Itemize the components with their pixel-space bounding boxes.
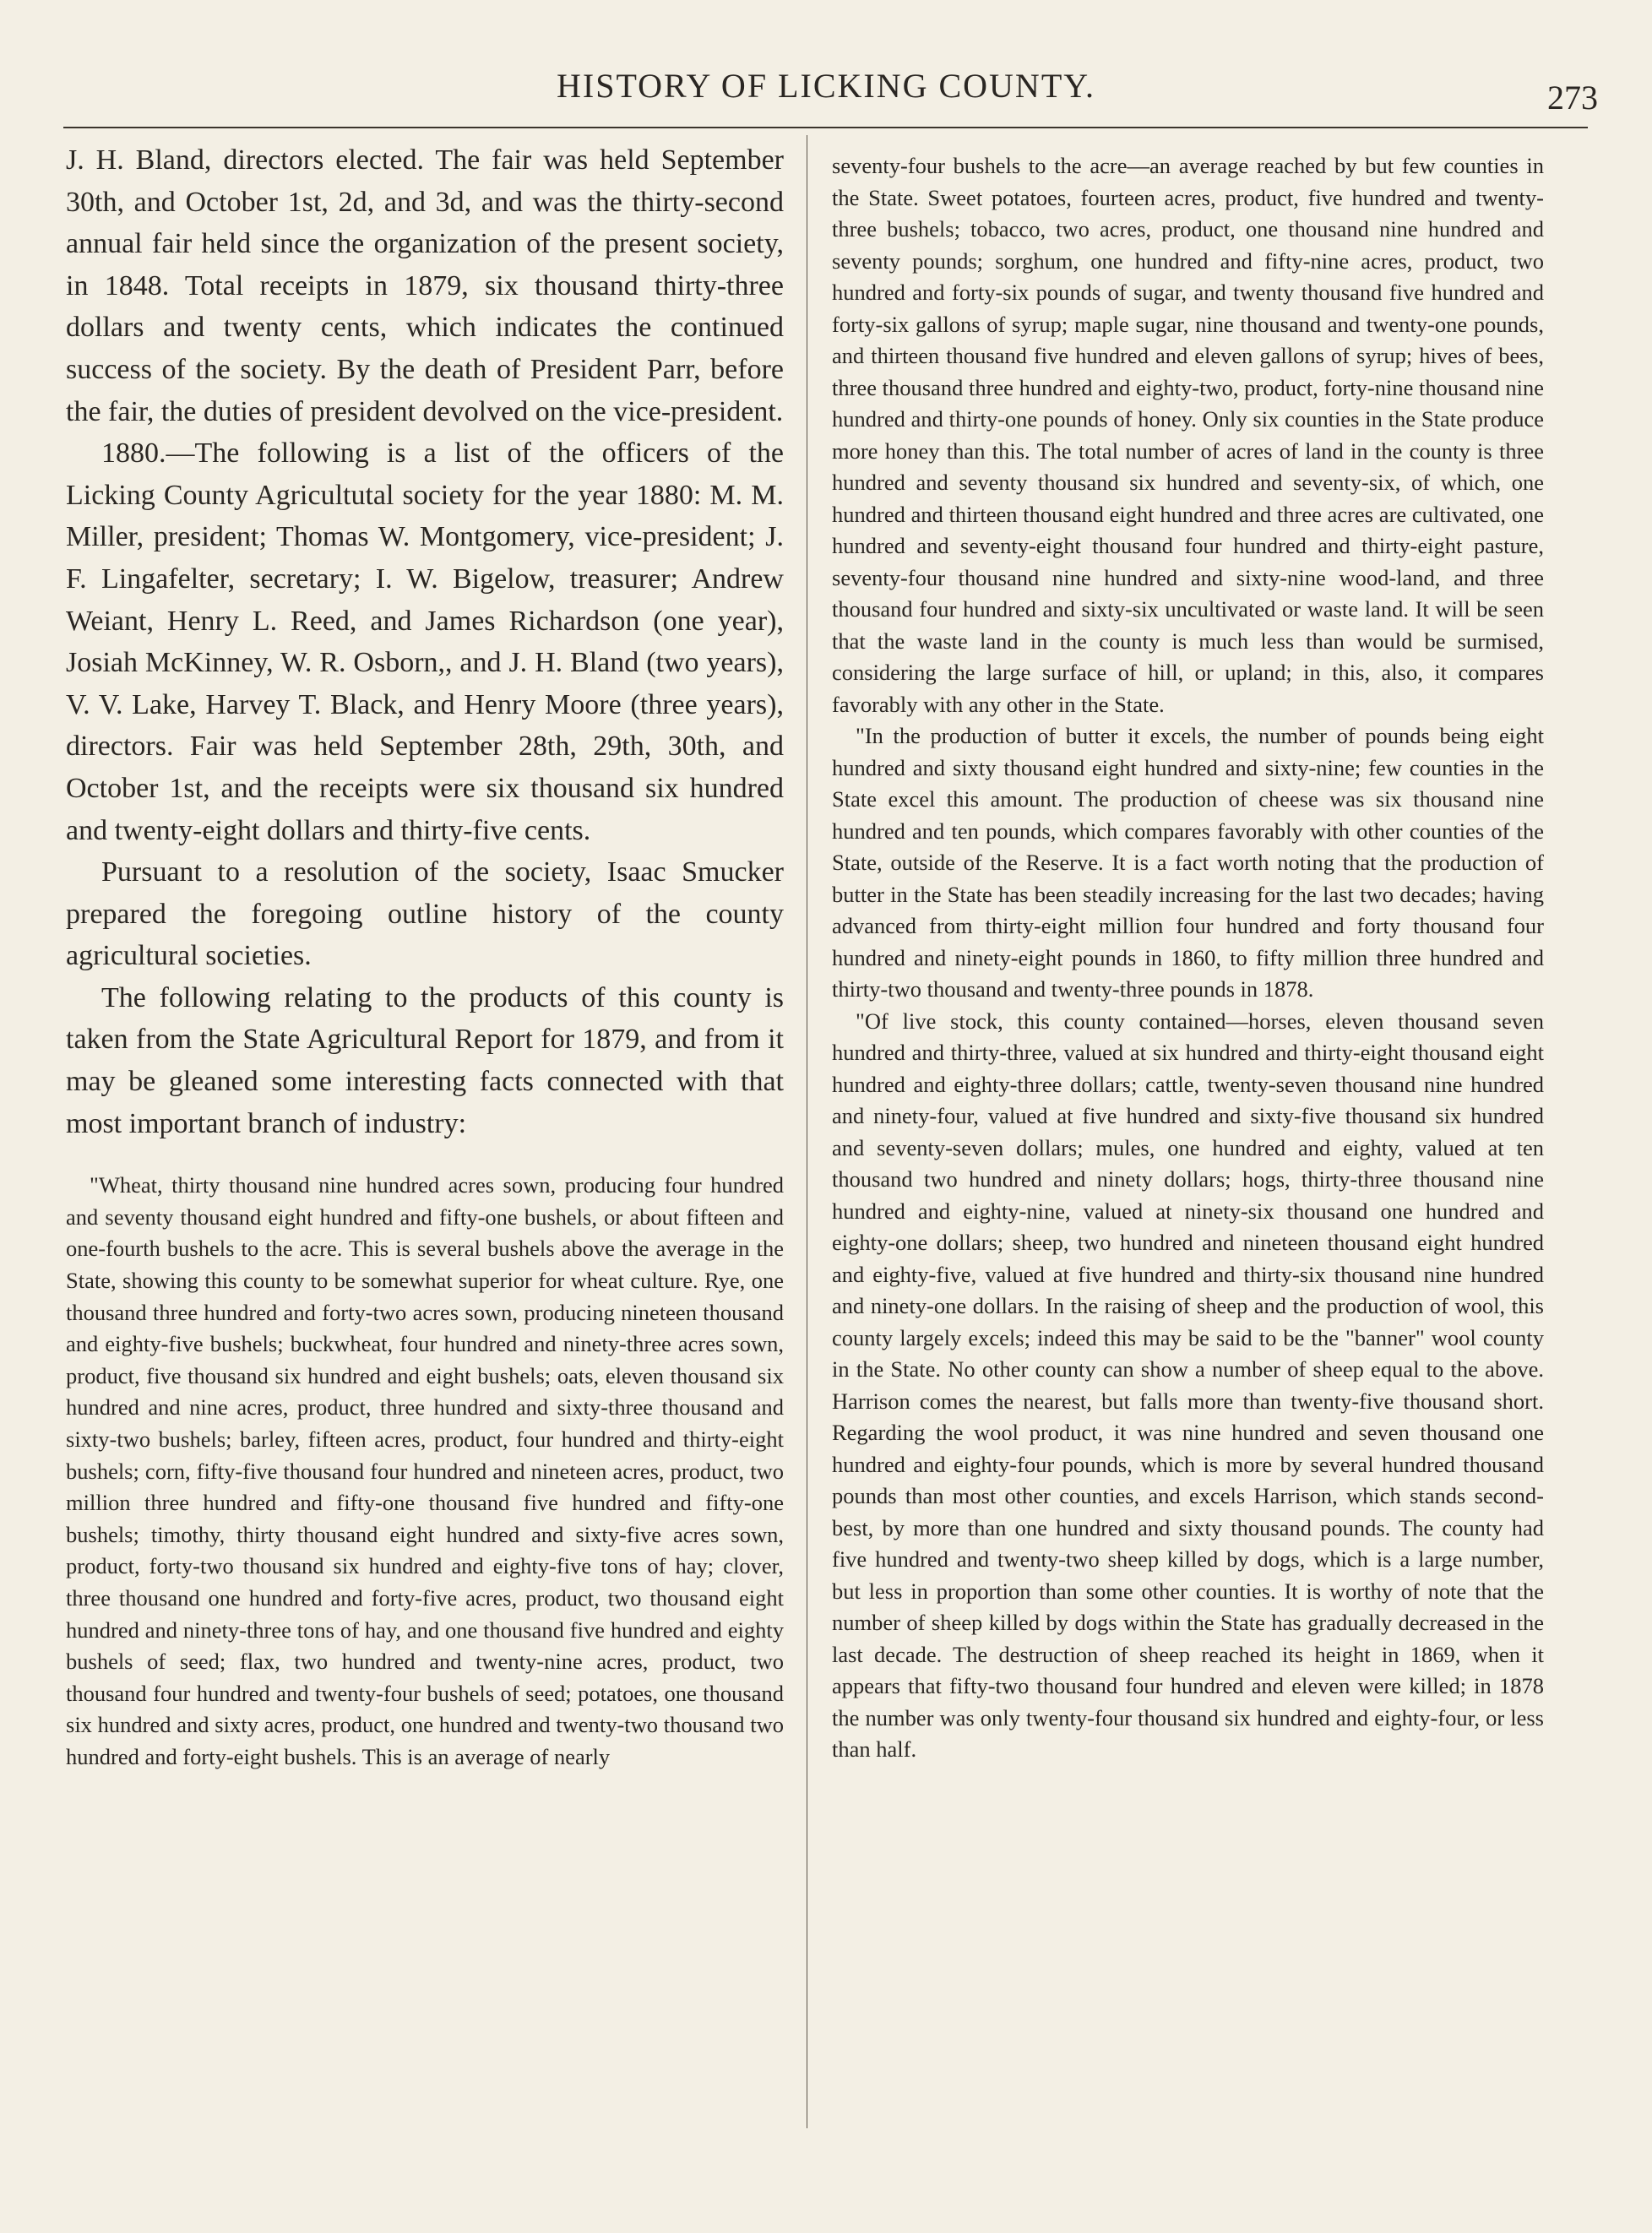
paragraph: 1880.—The following is a list of the officers of the Licking County Agricultutal society for the year 1880: M. M. Miller, president; Thomas W. Montgomery, vice-president; J. F. Lingafelter, secretary; I. W. Bigelow, treasurer; Andrew Weiant, Henry L. Reed, and James Richardson (one year), Josiah McKinney, W. R. Osborn,, and J. H. Bland (two years), V. V. Lake, Harvey T. Black, and Henry Moore (three years), directors. Fair was held September 28th, 29th, 30th, and October 1st, and the receipts were six thousand six hundred and twenty-eight dollars and thirty-five cents.	[66, 437, 784, 846]
header-rule	[63, 127, 1588, 128]
paragraph: The following relating to the products of this county is taken from the State Agricultural Report for 1879, and from it may be gleaned some interesting facts connected with that most important branch of industry:	[66, 981, 784, 1139]
page-header	[51, 66, 1601, 117]
running-title: HISTORY OF LICKING COUNTY.	[557, 67, 1095, 105]
left-column	[66, 139, 784, 1796]
paragraph: Pursuant to a resolution of the society, Isaac Smucker prepared the foregoing outline history of the county agricultural societies.	[66, 856, 784, 972]
paragraph: "In the production of butter it excels, the number of pounds being eight hundred and sixty thousand eight hundred and sixty-nine; few counties in the State excel this amount. The production of cheese was six thousand nine hundred and ten pounds, which compares favorably with other counties of the State, outside of the Reserve. It is a fact worth noting that the production of butter in the State has been steadily increasing for the last two decades; having advanced from thirty-eight million four hundred and forty thousand four hundred and ninety-eight pounds in 1860, to fifty million three hundred and thirty-two thousand and twenty-three pounds in 1878.	[832, 723, 1544, 1002]
paragraph: seventy-four bushels to the acre—an average reached by but few counties in the State. Sweet potatoes, fourteen acres, product, five hundred and twenty-three bushels; tobacco, two acres, product, one thousand nine hundred and seventy pounds; sorghum, one hundred and fifty-nine acres, product, two hundred and forty-six pounds of sugar, and twenty thousand five hundred and forty-six gallons of syrup; maple sugar, nine thousand and twenty-one pounds, and thirteen thousand five hundred and eleven gallons of syrup; hives of bees, three thousand three hundred and eighty-two, product, forty-nine thousand nine hundred and thirty-one pounds of honey. Only six counties in the State produce more honey than this. The total number of acres of land in the county is three hundred and seventy thousand six hundred and seventy-six, of which, one hundred and thirteen thousand eight hundred and three acres are cultivated, one hundred and seventy-eight thousand four hundred and thirty-eight pasture, seventy-four thousand nine hundred and sixty-nine wood-land, and three thousand four hundred and sixty-six uncultivated or waste land. It will be seen that the waste land in the county is much less than would be surmised, considering the large surface of hill, or upland; in this, also, it compares favorably with any other in the State.	[832, 153, 1544, 717]
right-column	[832, 150, 1544, 1766]
page-number: 273	[1547, 79, 1598, 117]
paragraph: J. H. Bland, directors elected. The fair was held September 30th, and October 1st, 2d, and 3d, and was the thirty-second annual fair held since the organization of the present society, in 1848. Total receipts in 1879, six thousand thirty-three dollars and twenty cents, which indicates the continued success of the society. By the death of President Parr, before the fair, the duties of president devolved on the vice-president.	[66, 144, 784, 427]
paragraph: "Of live stock, this county contained—horses, eleven thousand seven hundred and thirty-three, valued at six hundred and thirty-eight thousand eight hundred and eighty-three dollars; cattle, twenty-seven thousand nine hundred and ninety-four, valued at five hundred and sixty-five thousand six hundred and seventy-seven dollars; mules, one hundred and eighty, valued at ten thousand two hundred and ninety dollars; hogs, thirty-three thousand nine hundred and eighty-nine, valued at ninety-six thousand one hundred and eighty-one dollars; sheep, two hundred and nineteen thousand eight hundred and eighty-five, valued at five hundred and thirty-six thousand nine hundred and ninety-one dollars. In the raising of sheep and the production of wool, this county largely excels; indeed this may be said to be the "banner" wool county in the State. No other county can show a number of sheep equal to the above. Harrison comes the nearest, but falls more than twenty-five thousand short. Regarding the wool product, it was nine hundred and seven thousand one hundred and eighty-four pounds, which is more by several hundred thousand pounds than most other counties, and excels Harrison, which stands second-best, by more than one hundred and sixty thousand pounds. The county had five hundred and twenty-two sheep killed by dogs, which is a large number, but less in proportion than some other counties. It is worthy of note that the number of sheep killed by dogs within the State has gradually decreased in the last decade. The destruction of sheep reached its height in 1869, when it appears that fifty-two thousand four hundred and eleven were killed; in 1878 the number was only twenty-four thousand six hundred and eighty-four, or less than half.	[832, 1008, 1544, 1762]
quoted-report: "Wheat, thirty thousand nine hundred acres sown, producing four hundred and seventy thousand eight hundred and fifty-one bushels, or about fifteen and one-fourth bushels to the acre. This is several bushels above the average in the State, showing this county to be somewhat superior for wheat culture. Rye, one thousand three hundred and forty-two acres sown, producing nineteen thousand and eighty-five bushels; buckwheat, four hundred and ninety-three acres sown, product, five thousand six hundred and eight bushels; oats, eleven thousand six hundred and nine acres, product, three hundred and sixty-three thousand and sixty-two bushels; barley, fifteen acres, product, four hundred and thirty-eight bushels; corn, fifty-five thousand four hundred and nineteen acres, product, two million three hundred and fifty-one thousand five hundred and fifty-one bushels; timothy, thirty thousand eight hundred and sixty-five acres sown, product, forty-two thousand six hundred and eighty-five tons of hay; clover, three thousand one hundred and forty-five acres, product, two thousand eight hundred and ninety-three tons of hay, and one thousand five hundred and eighty bushels of seed; flax, two hundred and twenty-nine acres, product, two thousand four hundred and twenty-four bushels of seed; potatoes, one thousand six hundred and sixty acres, product, one hundred and twenty-two thousand two hundred and forty-eight bushels. This is an average of nearly	[66, 1172, 784, 1769]
